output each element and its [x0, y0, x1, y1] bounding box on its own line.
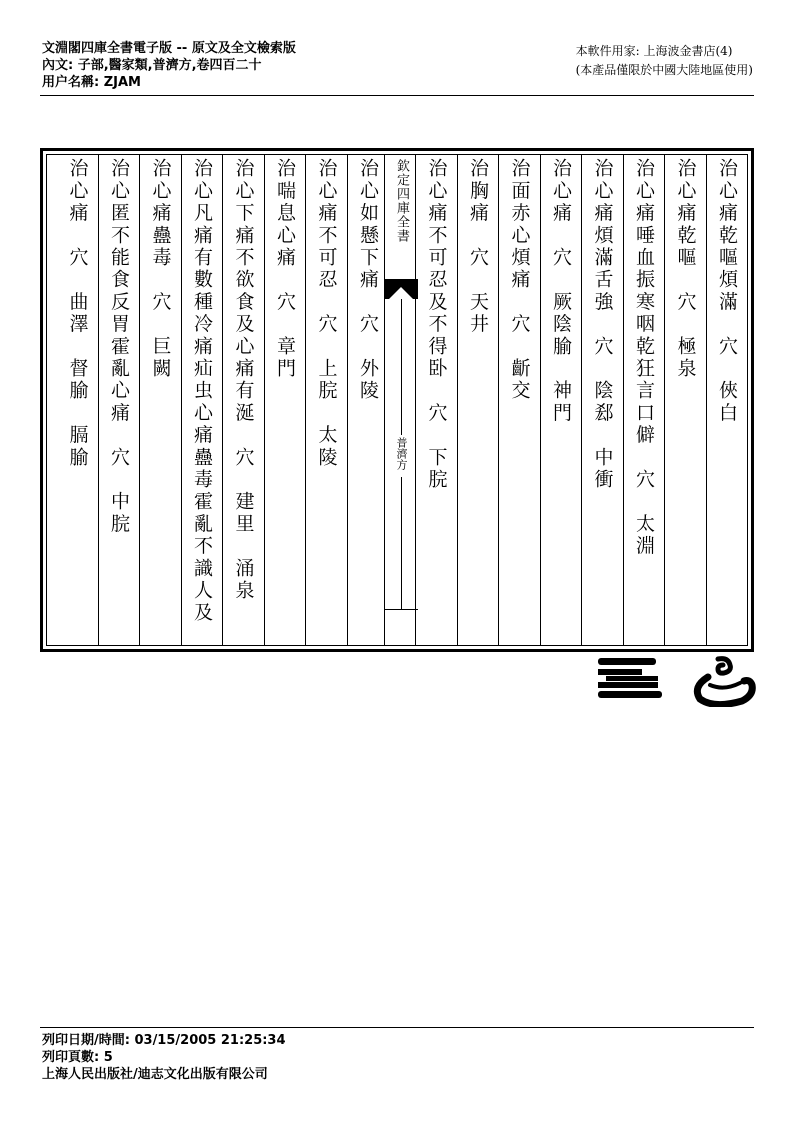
text-column-right: 治心痛乾嘔 穴 極泉 [664, 155, 706, 645]
gutter-line-upper [401, 299, 402, 435]
text-column-right: 治心痛不可忍及不得卧 穴 下脘 [415, 155, 457, 645]
text-column-left: 治心痛蠱毒 穴 巨闕 [139, 155, 181, 645]
page-footer [42, 1032, 286, 1083]
text-column-left: 治心痛 穴 曲澤 督腧 膈腧 [66, 158, 89, 469]
text-column-left: 治心下痛不欲食及心痛有涎 穴 建里 涌泉 [222, 155, 264, 645]
footer-print-date: 列印日期/時間: 03/15/2005 21:25:34 [42, 1033, 286, 1048]
header-licensee: 本軟件用家: 上海波金書店(4) [575, 44, 733, 58]
page-header-right [576, 42, 753, 80]
text-column-left: 治心痛不可忍 穴 上脘 太陵 [305, 155, 347, 645]
text-column-right: 治心痛乾嘔煩滿 穴 俠白 [706, 155, 748, 645]
text-frame [40, 148, 754, 652]
gutter-title: 欽定四庫全書 [394, 159, 409, 243]
text-column-right: 治心痛 穴 厥陰腧 神門 [540, 155, 582, 645]
fish-tail-mark-icon [385, 279, 418, 299]
stacked-bars-logo-icon [596, 655, 664, 701]
gutter-line-lower [401, 477, 402, 609]
header-content-line: 內文: 子部,醫家類,普濟方,卷四百二十 [42, 58, 262, 73]
text-column-left: 治喘息心痛 穴 章門 [264, 155, 306, 645]
footer-divider [40, 1027, 754, 1028]
header-user-line: 用户名稱: ZJAM [42, 75, 141, 90]
gutter-label: 普濟方 [395, 437, 408, 470]
text-column-right: 治胸痛 穴 天井 [457, 155, 499, 645]
text-column-right: 治心痛煩滿舌強 穴 陰郄 中衝 [581, 155, 623, 645]
header-title: 文淵閣四庫全書電子版 -- 原文及全文檢索版 [42, 41, 296, 56]
gutter-rule [385, 609, 418, 610]
center-gutter [384, 155, 417, 645]
text-frame-inner [46, 154, 748, 646]
header-divider [40, 95, 754, 96]
brush-circle-logo-icon [688, 655, 756, 707]
footer-publisher: 上海人民出版社/迪志文化出版有限公司 [42, 1067, 268, 1082]
text-column-left: 治心如懸下痛 穴 外陵 [347, 155, 389, 645]
page-header-left [42, 40, 296, 91]
text-column-left: 治心匿不能食反胃霍亂心痛 穴 中脘 [98, 155, 140, 645]
text-column-left: 治心凡痛有數種冷痛疝虫心痛蠱毒霍亂不識人及 [181, 155, 223, 645]
footer-print-pages: 列印頁數: 5 [42, 1050, 113, 1065]
header-restriction: (本產品僅限於中國大陸地區使用) [575, 63, 753, 77]
text-column-right: 治心痛唾血振寒咽乾狂言口僻 穴 太淵 [623, 155, 665, 645]
text-column-right: 治面赤心煩痛 穴 齗交 [498, 155, 540, 645]
